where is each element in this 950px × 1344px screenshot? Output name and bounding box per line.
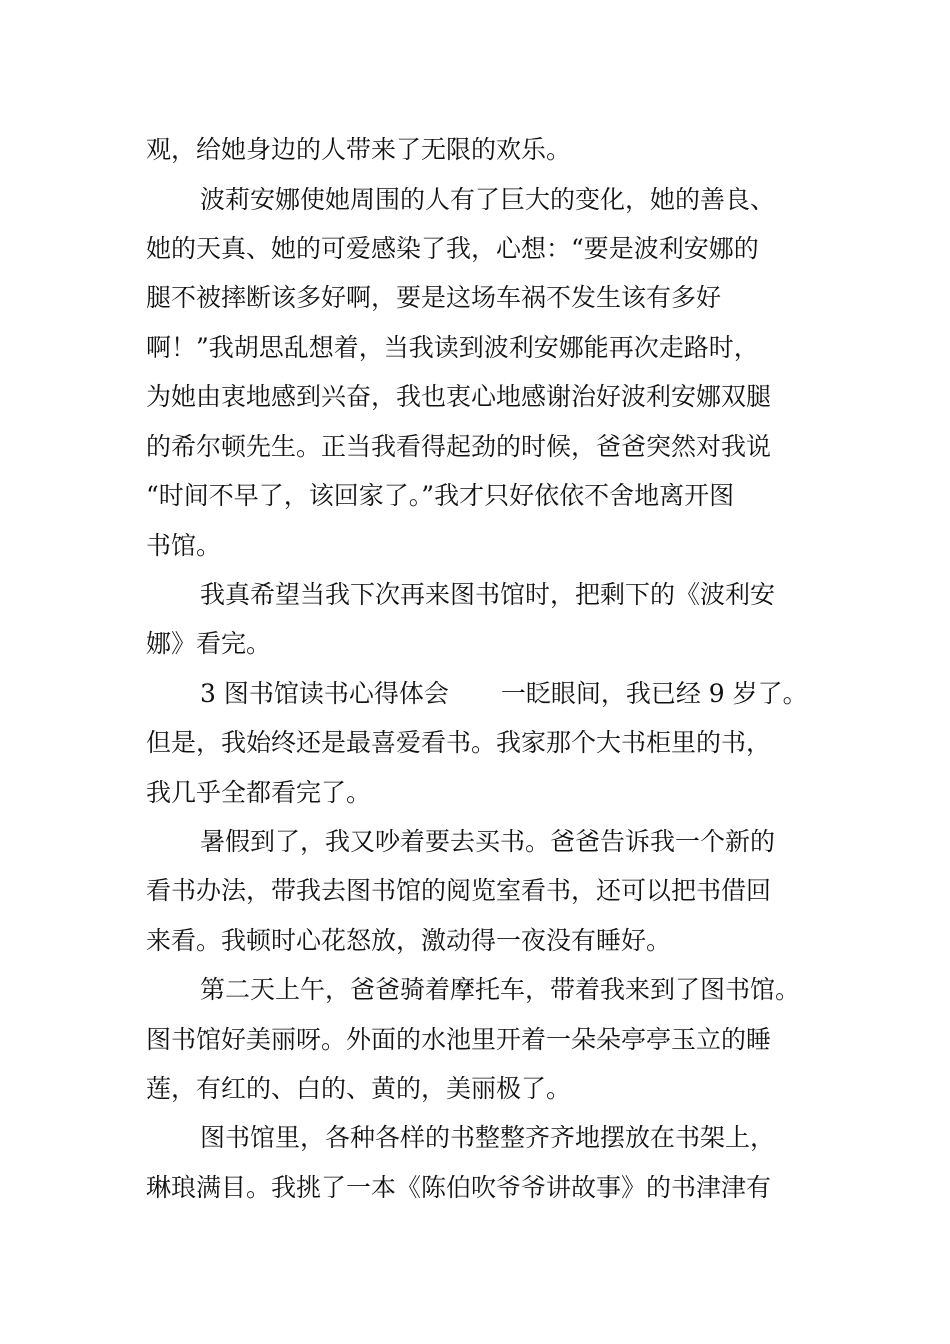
text-line: 我几乎全都看完了。 (146, 778, 372, 807)
text-line: 暑假到了，我又吵着要去买书。爸爸告诉我一个新的 (200, 827, 776, 856)
text-line (200, 674, 870, 714)
text-line: 啊！”我胡思乱想着，当我读到波利安娜能再次走路时， (146, 333, 759, 362)
section-heading: 3 图书馆读书心得体会 (200, 679, 449, 708)
text-line: 琳琅满目。我挑了一本《陈伯吹爷爷讲故事》的书津津有 (146, 1173, 772, 1202)
text-line: 波莉安娜使她周围的人有了巨大的变化，她的善良、 (200, 185, 776, 214)
text-line: 的希尔顿先生。正当我看得起劲的时候，爸爸突然对我说 (146, 432, 772, 461)
text-line: 为她由衷地感到兴奋，我也衷心地感谢治好波利安娜双腿 (146, 382, 772, 411)
text-line: 第二天上午，爸爸骑着摩托车，带着我来到了图书馆。 (200, 975, 801, 1004)
text-line: 看书办法，带我去图书馆的阅览室看书，还可以把书借回 (146, 876, 772, 905)
text-line: 莲，有红的、白的、黄的，美丽极了。 (146, 1074, 572, 1103)
text-line: 我真希望当我下次再来图书馆时，把剩下的《波利安 (200, 580, 776, 609)
text-line: 腿不被摔断该多好啊，要是这场车祸不发生该有多好 (146, 283, 722, 312)
text-line: 娜》看完。 (146, 629, 272, 658)
text-line-continuation: 一眨眼间，我已经 9 岁了。 (500, 679, 808, 708)
text-line: 图书馆里，各种各样的书整整齐齐地摆放在书架上， (200, 1123, 776, 1152)
text-line: 她的天真、她的可爱感染了我，心想：“要是波利安娜的 (146, 234, 759, 263)
text-line: 观，给她身边的人带来了无限的欢乐。 (146, 135, 572, 164)
text-line: “时间不早了，该回家了。”我才只好依依不舍地离开图 (146, 481, 735, 510)
text-line: 来看。我顿时心花怒放，激动得一夜没有睡好。 (146, 926, 672, 955)
text-line: 书馆。 (146, 531, 222, 560)
text-line: 图书馆好美丽呀。外面的水池里开着一朵朵亭亭玉立的睡 (146, 1025, 772, 1054)
text-line: 但是，我始终还是最喜爱看书。我家那个大书柜里的书， (146, 728, 772, 757)
